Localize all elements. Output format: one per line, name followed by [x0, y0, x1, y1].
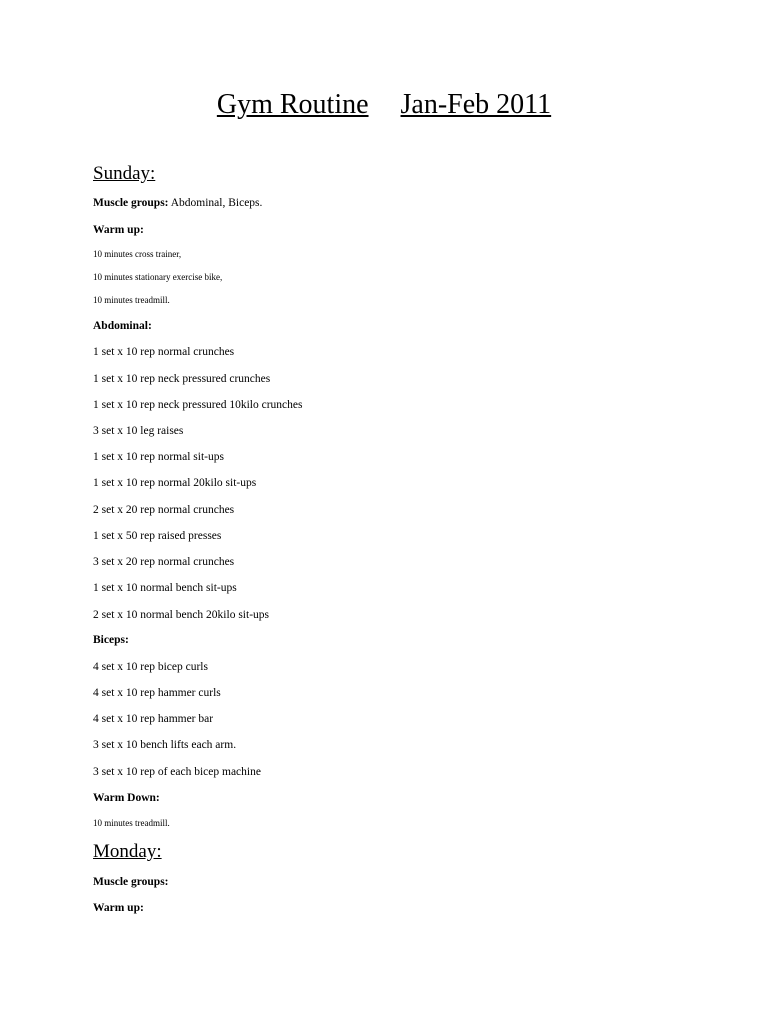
monday-warmup-label: Warm up:: [93, 902, 144, 914]
list-item: 1 set x 50 rep raised presses: [93, 530, 222, 542]
list-item: 1 set x 10 rep normal 20kilo sit-ups: [93, 477, 257, 489]
list-item: 3 set x 10 bench lifts each arm.: [93, 739, 237, 751]
list-item: 1 set x 10 rep neck pressured crunches: [93, 373, 271, 385]
monday-muscle-groups-label: Muscle groups:: [93, 876, 169, 888]
title-text: Gym Routine: [216, 89, 369, 120]
list-item: 3 set x 10 leg raises: [93, 425, 184, 437]
list-item: 1 set x 10 normal bench sit-ups: [93, 582, 237, 594]
list-item: 10 minutes treadmill.: [93, 295, 170, 305]
sunday-warmdown-label: Warm Down:: [93, 792, 160, 804]
list-item: 4 set x 10 rep hammer curls: [93, 687, 221, 699]
monday-heading: Monday:: [93, 841, 162, 862]
muscle-groups-label: Muscle groups:: [93, 197, 169, 209]
list-item: 10 minutes stationary exercise bike,: [93, 272, 223, 282]
list-item: 1 set x 10 rep normal sit-ups: [93, 451, 224, 463]
list-item: 2 set x 20 rep normal crunches: [93, 504, 235, 516]
list-item: 4 set x 10 rep hammer bar: [93, 713, 214, 725]
sunday-heading: Sunday:: [93, 163, 156, 184]
list-item: 3 set x 20 rep normal crunches: [93, 556, 235, 568]
list-item: 3 set x 10 rep of each bicep machine: [93, 766, 261, 778]
list-item: 1 set x 10 rep neck pressured 10kilo crunches: [93, 399, 303, 411]
list-item: 4 set x 10 rep bicep curls: [93, 661, 208, 673]
sunday-muscle-groups: [93, 196, 262, 210]
title-period: Jan-Feb 2011: [400, 89, 552, 120]
sunday-warmup-label: Warm up:: [93, 224, 144, 236]
list-item: 10 minutes treadmill.: [93, 818, 170, 828]
list-item: 2 set x 10 normal bench 20kilo sit-ups: [93, 609, 269, 621]
document-title: [0, 88, 768, 122]
sunday-biceps-label: Biceps:: [93, 634, 129, 646]
list-item: 10 minutes cross trainer,: [93, 249, 182, 259]
sunday-abdominal-label: Abdominal:: [93, 320, 152, 332]
muscle-groups-value: Abdominal, Biceps.: [168, 197, 263, 209]
list-item: 1 set x 10 rep normal crunches: [93, 346, 235, 358]
